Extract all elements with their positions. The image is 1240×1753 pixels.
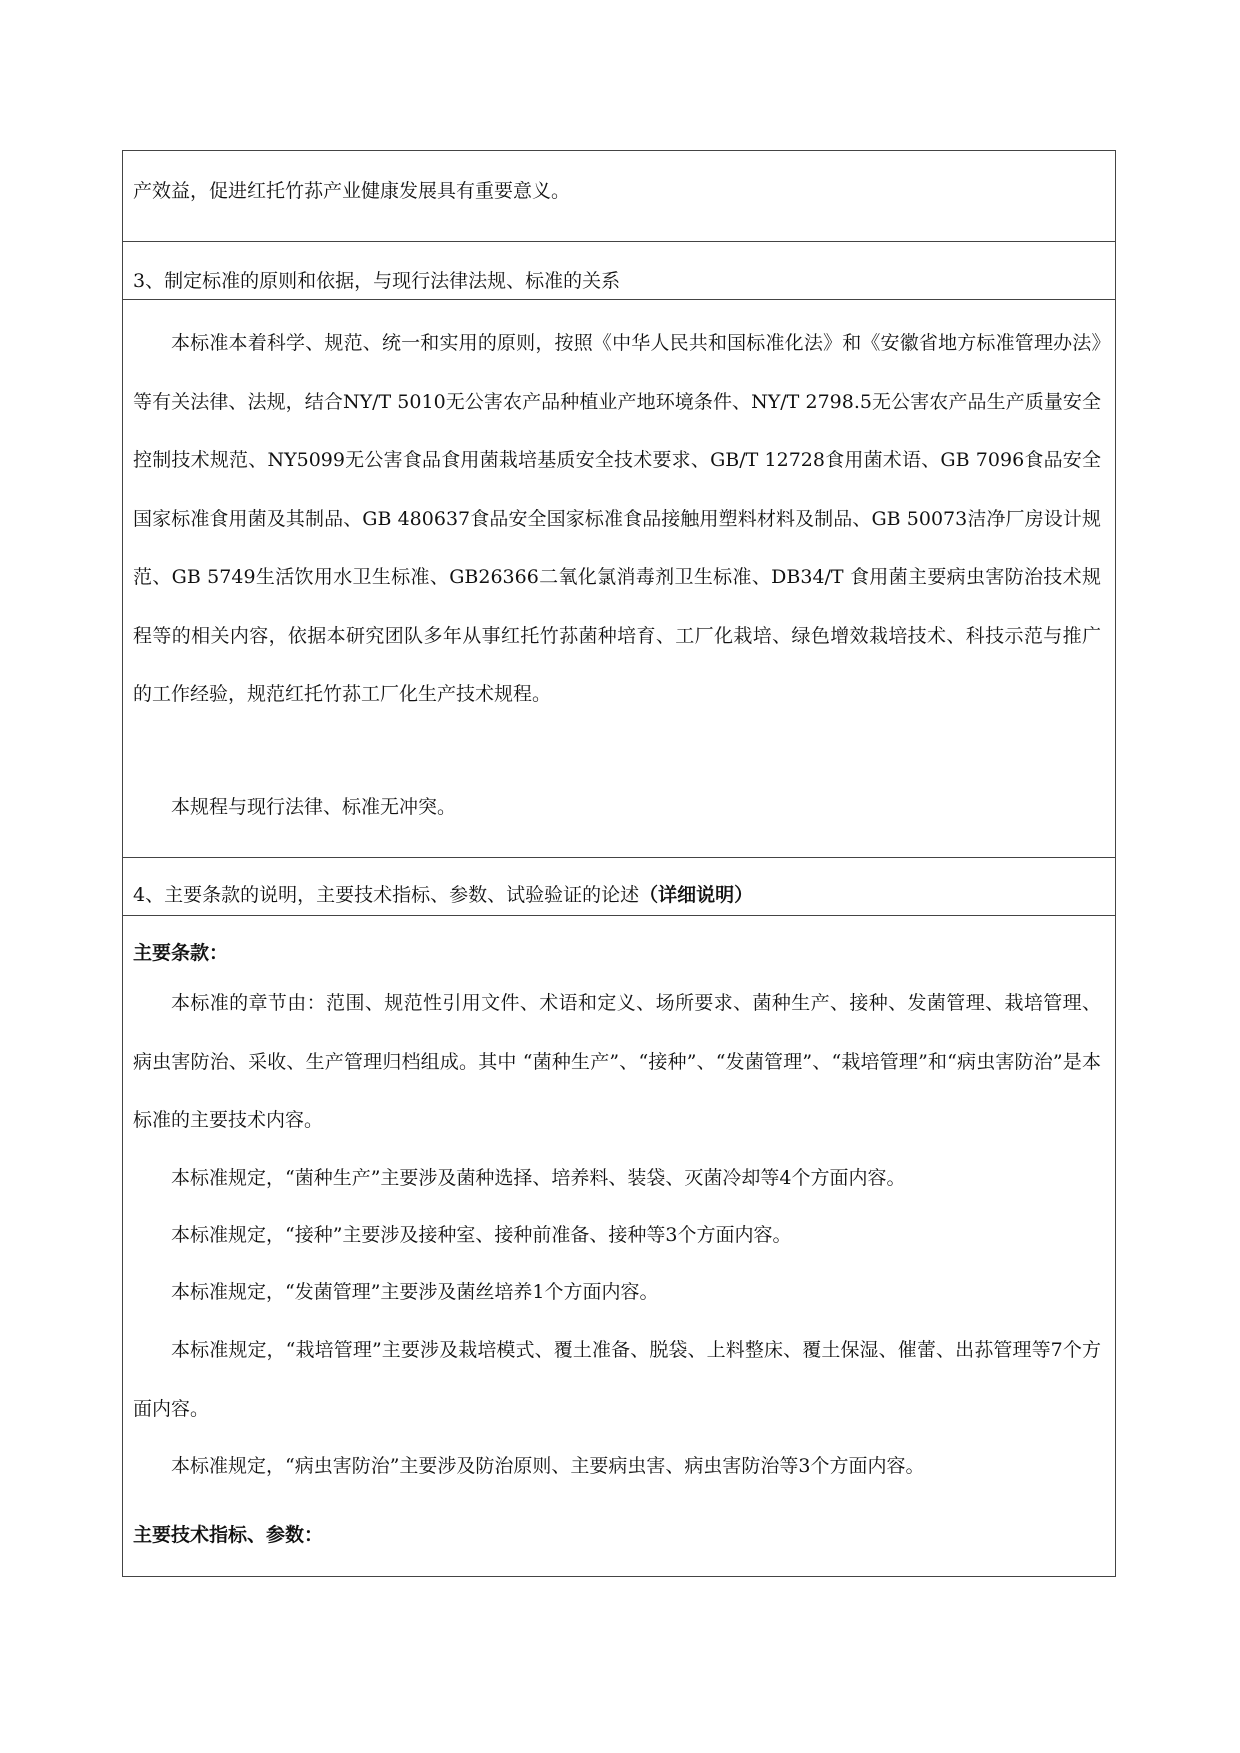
- cultivation-paragraph: 本标准规定，“栽培管理”主要涉及栽培模式、覆土准备、脱袋、上料整床、覆土保湿、催蕾、出荪管理等7个方面内容。: [133, 1339, 1101, 1420]
- section3-paragraph-2: 本规程与现行法律、标准无冲突。: [171, 796, 457, 818]
- intro-tail-text: 产效益，促进红托竹荪产业健康发展具有重要意义。: [133, 180, 571, 202]
- mycelium-paragraph: 本标准规定，“发菌管理”主要涉及菌丝培养1个方面内容。: [171, 1281, 659, 1303]
- row-divider: [123, 857, 1115, 858]
- form-table: [122, 150, 1116, 1577]
- section4-heading-text: 4、主要条款的说明，主要技术指标、参数、试验验证的论述: [133, 884, 640, 906]
- row-divider: [123, 915, 1115, 916]
- inoculation-paragraph: 本标准规定，“接种”主要涉及接种室、接种前准备、接种等3个方面内容。: [171, 1224, 792, 1246]
- section4-heading: [133, 881, 1101, 909]
- section4-heading-note: （详细说明）: [639, 884, 754, 906]
- row-divider: [123, 299, 1115, 300]
- clauses-title: 主要条款：: [133, 942, 229, 964]
- chapters-paragraph: 本标准的章节由：范围、规范性引用文件、术语和定义、场所要求、菌种生产、接种、发菌管理、栽培管理、病虫害防治、采收、生产管理归档组成。其中 “菌种生产”、“接种”、“发菌管理”、“栽培管理”和“病虫害防治”是本标准的主要技术内容。: [133, 992, 1101, 1131]
- spawn-production-paragraph: 本标准规定，“菌种生产”主要涉及菌种选择、培养料、装袋、灭菌冷却等4个方面内容。: [171, 1167, 906, 1189]
- row-divider: [123, 241, 1115, 242]
- section3-paragraph-1: 本标准本着科学、规范、统一和实用的原则，按照《中华人民共和国标准化法》和《安徽省地方标准管理办法》等有关法律、法规，结合NY/T 5010无公害农产品种植业产地环境条件、NY/T 2798.5无公害农产品生产质量安全控制技术规范、NY5099无公害食品食用菌栽培基质安全技术要求、GB/T 12728食用菌术语、GB 7096食品安全国家标准食用菌及其制品、GB 480637食品安全国家标准食品接触用塑料材料及制品、GB 50073洁净厂房设计规范、GB 5749生活饮用水卫生标准、GB26366二氧化氯消毒剂卫生标准、DB34/T 食用菌主要病虫害防治技术规程等的相关内容，依据本研究团队多年从事红托竹荪菌种培育、工厂化栽培、绿色增效栽培技术、科技示范与推广的工作经验，规范红托竹荪工厂化生产技术规程。: [133, 332, 1101, 705]
- section3-heading: 3、制定标准的原则和依据，与现行法律法规、标准的关系: [133, 270, 621, 292]
- tech-indicators-title: 主要技术指标、参数：: [133, 1524, 324, 1546]
- pest-control-paragraph: 本标准规定，“病虫害防治”主要涉及防治原则、主要病虫害、病虫害防治等3个方面内容。: [171, 1455, 925, 1477]
